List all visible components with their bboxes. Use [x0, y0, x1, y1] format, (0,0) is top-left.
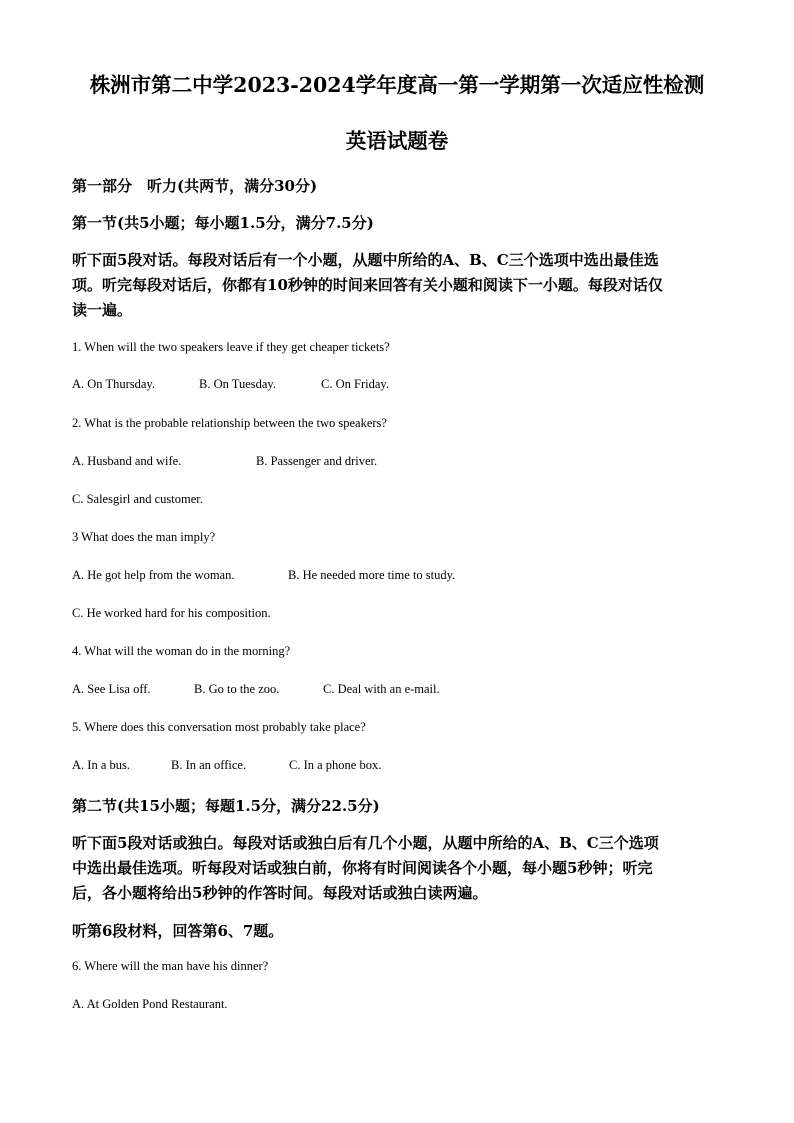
option: B. On Tuesday. — [199, 377, 276, 391]
section2-instruction-line: 中选出最佳选项。听每段对话或独白前，你将有时间阅读各个小题，每小题5秒钟；听完 — [72, 859, 653, 877]
question-stem: 4. What will the woman do in the morning? — [72, 644, 291, 658]
exam-title: 株洲市第二中学2023-2024学年度高一第一学期第一次适应性检测 — [89, 73, 705, 97]
section2-instruction-line: 后，各小题将给出5秒钟的作答时间。每段对话或独白读两遍。 — [72, 884, 488, 902]
question-stem: 5. Where does this conversation most probably take place? — [72, 720, 366, 734]
option: C. On Friday. — [321, 377, 389, 391]
option: C. In a phone box. — [289, 758, 382, 772]
section1-heading: 第一节(共5小题；每小题1.5分，满分7.5分) — [72, 214, 374, 232]
option: B. In an office. — [171, 758, 247, 772]
section1-instruction-line: 听下面5段对话。每段对话后有一个小题，从题中所给的A、B、C三个选项中选出最佳选 — [72, 251, 659, 269]
part1-heading: 第一部分 听力(共两节，满分30分) — [72, 177, 318, 195]
option: C. He worked hard for his composition. — [72, 606, 271, 620]
option: A. On Thursday. — [72, 377, 155, 391]
option: B. Go to the zoo. — [194, 682, 280, 696]
option: A. In a bus. — [72, 758, 130, 772]
option: A. At Golden Pond Restaurant. — [72, 997, 228, 1011]
question-stem: 3 What does the man imply? — [72, 530, 216, 544]
exam-subtitle: 英语试题卷 — [345, 129, 449, 153]
option: B. Passenger and driver. — [256, 454, 378, 468]
option: A. See Lisa off. — [72, 682, 151, 696]
option: C. Deal with an e-mail. — [323, 682, 440, 696]
question-stem: 1. When will the two speakers leave if they get cheaper tickets? — [72, 340, 390, 354]
option: A. Husband and wife. — [72, 454, 182, 468]
section2-instruction-line: 听下面5段对话或独白。每段对话或独白后有几个小题，从题中所给的A、B、C三个选项 — [72, 834, 659, 852]
material-heading: 听第6段材料，回答第6、7题。 — [72, 922, 284, 940]
section1-instruction-line: 读一遍。 — [72, 301, 133, 319]
option: C. Salesgirl and customer. — [72, 492, 203, 506]
section1-instruction-line: 项。听完每段对话后，你都有10秒钟的时间来回答有关小题和阅读下一小题。每段对话仅 — [72, 276, 663, 294]
question-stem: 2. What is the probable relationship between the two speakers? — [72, 416, 387, 430]
question-stem: 6. Where will the man have his dinner? — [72, 959, 269, 973]
option: A. He got help from the woman. — [72, 568, 235, 582]
section2-heading: 第二节(共15小题；每题1.5分，满分22.5分) — [72, 797, 380, 815]
option: B. He needed more time to study. — [288, 568, 456, 582]
